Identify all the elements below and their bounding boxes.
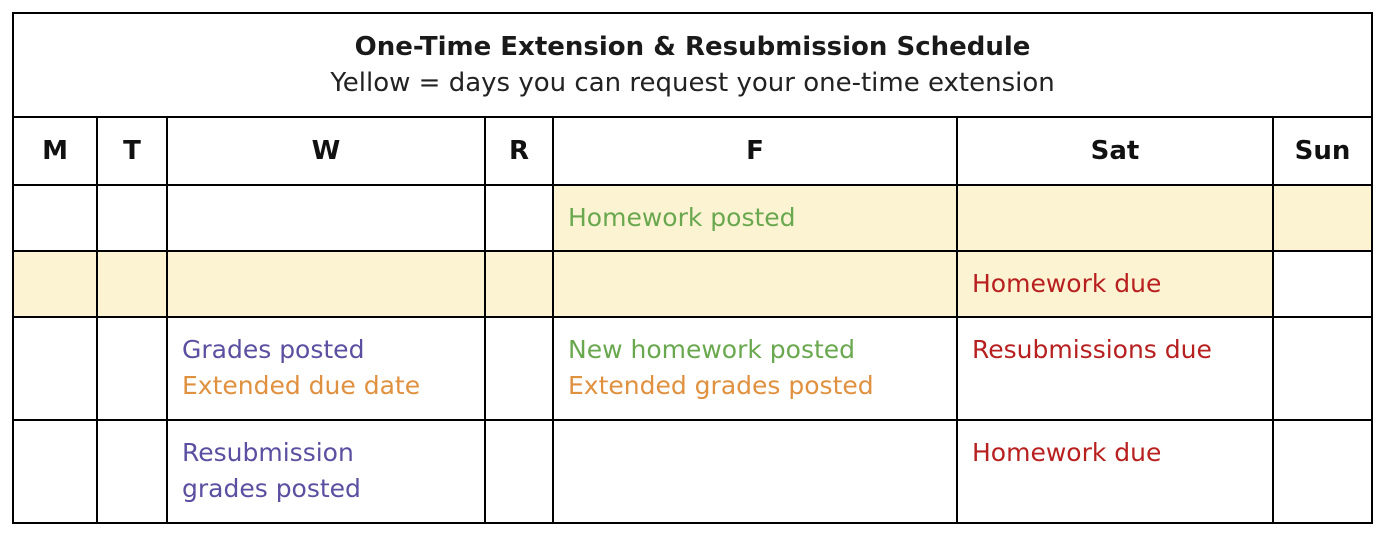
schedule-title: One-Time Extension & Resubmission Schedule [354, 32, 1031, 62]
cell-r4-thu [485, 420, 553, 523]
homework-posted-text: Homework posted [568, 203, 796, 232]
schedule-row [13, 251, 1372, 317]
day-header-wednesday: W [167, 117, 485, 185]
schedule-legend: Yellow = days you can request your one-time extension [330, 68, 1055, 98]
day-header-friday: F [553, 117, 957, 185]
cell-r4-wed [167, 420, 485, 523]
cell-r1-tue [97, 185, 167, 251]
resubmission-grades-text-line2: grades posted [182, 474, 361, 503]
cell-r3-thu [485, 317, 553, 420]
homework-due-text: Homework due [972, 269, 1162, 298]
cell-r4-tue [97, 420, 167, 523]
cell-r1-sun [1273, 185, 1372, 251]
resubmission-grades-text-line1: Resubmission [182, 438, 354, 467]
cell-r1-thu [485, 185, 553, 251]
extended-grades-posted-text: Extended grades posted [568, 371, 874, 400]
cell-r3-sun [1273, 317, 1372, 420]
extended-due-date-text: Extended due date [182, 371, 421, 400]
homework-due-text: Homework due [972, 438, 1162, 467]
day-header-tuesday: T [97, 117, 167, 185]
cell-r4-mon [13, 420, 97, 523]
schedule-row [13, 420, 1372, 523]
schedule-table [12, 12, 1373, 524]
cell-r3-mon [13, 317, 97, 420]
cell-r1-wed [167, 185, 485, 251]
cell-r1-sat [957, 185, 1273, 251]
new-homework-posted-text: New homework posted [568, 335, 856, 364]
cell-r3-wed [167, 317, 485, 420]
cell-r1-mon [13, 185, 97, 251]
day-header-saturday: Sat [957, 117, 1273, 185]
cell-r2-wed [167, 251, 485, 317]
resubmissions-due-text: Resubmissions due [972, 335, 1212, 364]
schedule-row [13, 185, 1372, 251]
schedule-title-cell [13, 13, 1372, 117]
day-header-thursday: R [485, 117, 553, 185]
cell-r2-sun [1273, 251, 1372, 317]
cell-r4-sat [957, 420, 1273, 523]
cell-r2-thu [485, 251, 553, 317]
cell-r4-fri [553, 420, 957, 523]
day-header-monday: M [13, 117, 97, 185]
cell-r3-sat [957, 317, 1273, 420]
cell-r4-sun [1273, 420, 1372, 523]
cell-r2-mon [13, 251, 97, 317]
cell-r2-sat [957, 251, 1273, 317]
cell-r1-fri [553, 185, 957, 251]
day-header-sunday: Sun [1273, 117, 1372, 185]
grades-posted-text: Grades posted [182, 335, 365, 364]
schedule-row [13, 317, 1372, 420]
cell-r3-tue [97, 317, 167, 420]
cell-r2-fri [553, 251, 957, 317]
cell-r3-fri [553, 317, 957, 420]
cell-r2-tue [97, 251, 167, 317]
